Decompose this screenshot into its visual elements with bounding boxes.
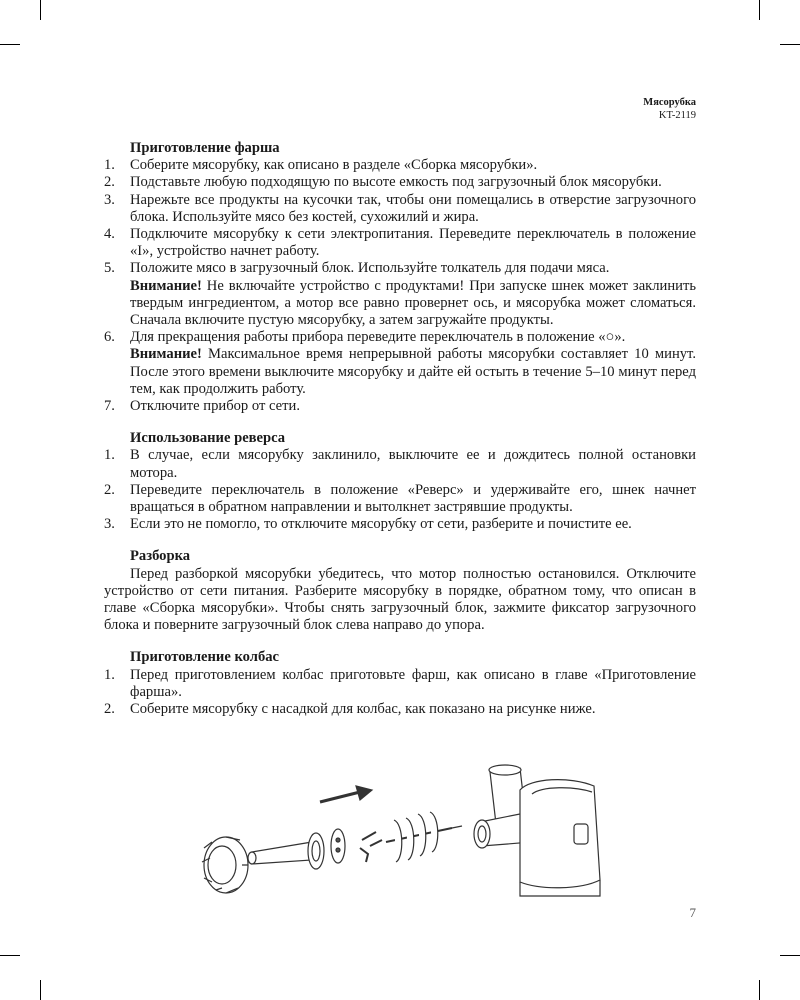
item-number: 4. [104, 226, 115, 243]
sausage-steps [104, 667, 696, 719]
crop-mark [40, 0, 41, 20]
list-item [104, 398, 696, 415]
header-title: Мясорубка [643, 97, 696, 108]
list-item [104, 260, 696, 329]
reverse-steps [104, 447, 696, 533]
item-text: Для прекращения работы прибора переведите переключатель в положение «○». [130, 329, 626, 346]
item-number: 3. [104, 516, 115, 533]
item-number: 2. [104, 701, 115, 718]
cutter-blade-icon [360, 832, 382, 862]
disassembly-paragraph: Перед разборкой мясорубки убедитесь, что мотор полностью остановился. Отключите устройство от сети питания. Разберите мясорубку в порядке, обратном тому, что описан в главе «Сборка мясорубки». Чтобы снять загрузочный блок, зажмите фиксатор загрузочного блока и поверните загрузочный блок слева направо до упора. [104, 565, 696, 634]
item-text: Положите мясо в загрузочный блок. Используйте толкатель для подачи мяса. [130, 260, 610, 277]
meat-grinder-body-icon [474, 765, 600, 896]
spacer-plate-icon [331, 829, 345, 863]
section-title-disassembly: Разборка [130, 548, 191, 565]
item-text: Переведите переключатель в положение «Реверс» и удерживайте его, шнек начнет вращаться в обратном направлении и вытолкнет застрявшие продукты. [130, 481, 696, 516]
warning-label: Внимание! [130, 346, 202, 363]
warning-label: Внимание! [130, 277, 202, 294]
item-text: Подставьте любую подходящую по высоте емкость под загрузочный блок мясорубки. [130, 174, 662, 191]
item-text: В случае, если мясорубку заклинило, выключите ее и дождитесь полной остановки мотора. [130, 447, 696, 481]
list-item [104, 226, 696, 260]
auger-screw-icon [386, 812, 462, 862]
item-number: 3. [104, 191, 115, 208]
ring-nut-icon [202, 837, 248, 893]
header-model: KT-2119 [658, 110, 696, 121]
sausage-nozzle-icon [248, 833, 324, 869]
list-item [104, 447, 696, 481]
warning-text: Максимальное время непрерывной работы мясорубки составляет 10 минут. После этого времени выключите мясорубку и дайте ей остыть в течение 5–10 минут перед тем, как продолжить работу. [130, 346, 696, 397]
item-number: 2. [104, 174, 115, 191]
item-text: Перед приготовлением колбас приготовьте фарш, как описано в главе «Приготовление фарша». [130, 666, 696, 700]
item-text: Соберите мясорубку с насадкой для колбас, как показано на рисунке ниже. [130, 701, 596, 718]
item-number: 7. [104, 398, 115, 415]
list-item [104, 482, 696, 516]
crop-mark [0, 44, 20, 45]
item-text: Соберите мясорубку, как описано в разделе «Сборка мясорубки». [130, 157, 538, 174]
crop-mark [780, 44, 800, 45]
page-header [643, 96, 696, 122]
list-item [104, 516, 696, 533]
list-item [104, 157, 696, 174]
item-number: 1. [104, 157, 115, 174]
section-title-mince: Приготовление фарша [130, 140, 280, 156]
sausage-assembly-illustration [190, 750, 620, 900]
crop-mark [0, 955, 20, 956]
page-number: 7 [689, 905, 696, 920]
item-number: 2. [104, 481, 115, 498]
item-number: 1. [104, 447, 115, 464]
crop-mark [40, 980, 41, 1000]
crop-mark [759, 980, 760, 1000]
list-item [104, 667, 696, 701]
item-number: 1. [104, 666, 115, 683]
list-item [104, 329, 696, 398]
list-item [104, 701, 696, 718]
page-content [104, 140, 696, 718]
item-number: 6. [104, 329, 115, 346]
crop-mark [759, 0, 760, 20]
section-title-reverse: Использование реверса [130, 430, 286, 447]
list-item [104, 174, 696, 191]
item-text: Если это не помогло, то отключите мясорубку от сети, разберите и почистите ее. [130, 516, 632, 533]
direction-arrow-icon [320, 786, 372, 802]
item-number: 5. [104, 260, 115, 277]
item-text: Нарежьте все продукты на кусочки так, чтобы они помещались в отверстие загрузочного блока. Используйте мясо без костей, сухожилий и жира. [130, 191, 696, 225]
crop-mark [780, 955, 800, 956]
warning-text: Не включайте устройство с продуктами! При запуске шнек может заклинить твердым ингредиентом, а мотор все равно провернет ось, и мясорубка может сломаться. Сначала включите пустую мясорубку, а затем загружайте продукты. [130, 277, 697, 329]
mince-steps [104, 157, 696, 415]
item-text: Подключите мясорубку к сети электропитания. Переведите переключатель в положение «I», устройство начнет работу. [130, 226, 696, 260]
item-text: Отключите прибор от сети. [130, 398, 300, 415]
section-title-sausage: Приготовление колбас [130, 649, 280, 666]
list-item [104, 192, 696, 226]
